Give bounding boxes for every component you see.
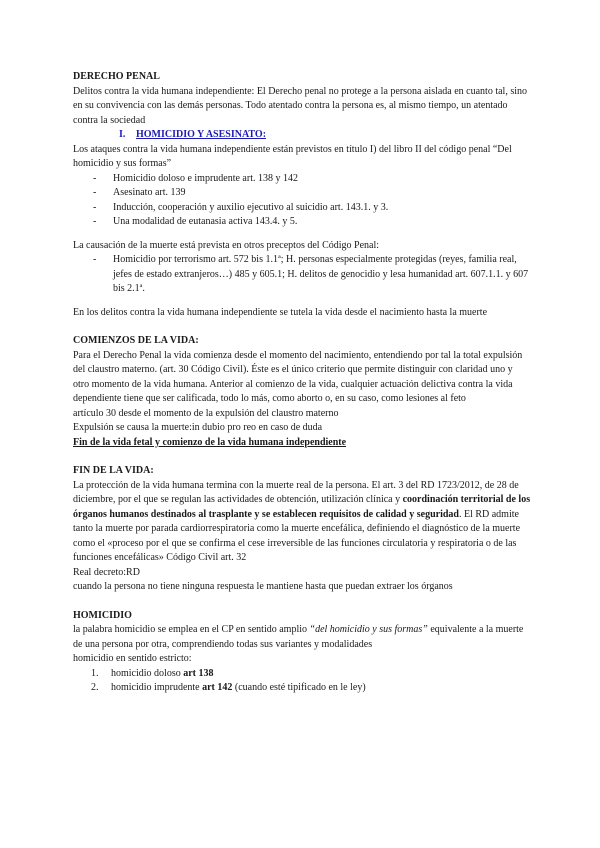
text-run: (cuando esté tipificado en le ley) [232, 682, 366, 693]
text-run: homicidio imprudente [111, 682, 203, 693]
line-respuesta: cuando la persona no tiene ninguna respuesta le mantiene hasta que puedan extraer los órganos [73, 581, 453, 592]
paragraph-ataques: Los ataques contra la vida humana independiente están previstos en título I) del libro II del código penal “Del homicidio y sus formas” [73, 143, 512, 169]
list-item: - Homicidio doloso e imprudente art. 138 y 142 [73, 172, 531, 187]
list-delitos [73, 172, 531, 230]
text-run: homicidio doloso [111, 667, 184, 679]
list-homicidio-tipos [73, 667, 531, 696]
bold-run: coordinación territorial de los órganos humanos destinados al trasplante y se establecen requisitos de calidad y seguridad [73, 494, 531, 520]
paragraph-tutela: En los delitos contra la vida humana independiente se tutela la vida desde el nacimiento hasta la muerte [73, 306, 488, 318]
text-run: equivalente a la muerte de una persona por otra, comprendiendo todas sus variantes y modalidades [73, 624, 524, 650]
heading-comienzos-vida: COMIENZOS DE LA VIDA: [73, 335, 199, 346]
bold-run: art 142 [202, 682, 233, 693]
list-item: - Inducción, cooperación y auxilio ejecutivo al suicidio art. 143.1. y 3. [73, 201, 531, 216]
paragraph-homicidio [73, 623, 531, 652]
paragraph-causacion: La causación de la muerte está prevista en otros preceptos del Código Penal: [73, 239, 380, 251]
line-expulsion: Expulsión se causa la muerte:in dubio pro reo en caso de duda [73, 422, 323, 433]
paragraph-comienzo: Para el Derecho Penal la vida comienza desde el momento del nacimiento, entendiendo por tal la total expulsión del claustro materno. (art. 30 Código Civil). Éste es el único criterio que permite distinguir con claridad uno y otro momento de la vida humana. Anterior al comienzo de la vida, cualquier actuación delictiva contra la vida dependiente tiene que ser calificada, todo lo más, como aborto o, en su caso, como lesiones al feto [73, 349, 523, 404]
list-item: - Una modalidad de eutanasia activa 143.4. y 5. [73, 215, 531, 230]
text-run: La protección de la vida humana termina con la muerte real de la persona. El art. 3 del RD 1723/2012, de 28 de diciembre, por el que se regulan las actividades de obtención, utilización clínica y [73, 479, 519, 505]
intro-paragraph: Delitos contra la vida humana independiente: El Derecho penal no protege a la persona aislada en cuanto tal, sino en su convivencia con las demás personas. Todo atentado contra la persona es, al mismo tiempo, un atentado contra la sociedad [73, 85, 527, 126]
list-item [73, 667, 531, 682]
line-real-decreto: Real decreto:RD [73, 566, 140, 578]
list-number: 2. [91, 682, 99, 693]
paragraph-fin-vida [73, 479, 531, 566]
subheading-number: I. [119, 129, 126, 140]
line-fin-vida-fetal: Fin de la vida fetal y comienzo de la vida humana independiente [73, 436, 347, 448]
text-run: la palabra homicidio se emplea en el CP en sentido amplio [73, 624, 310, 635]
subheading-homicidio-asesinato [119, 128, 531, 143]
subheading-title: HOMICIDIO Y ASESINATO: [136, 129, 267, 140]
heading-fin-vida: FIN DE LA VIDA: [73, 465, 154, 476]
bold-run: art 138 [183, 667, 214, 679]
heading-homicidio: HOMICIDIO [73, 609, 132, 621]
list-item: - Asesinato art. 139 [73, 186, 531, 201]
line-articulo-30: artículo 30 desde el momento de la expulsión del claustro materno [73, 407, 339, 419]
line-sentido-estricto: homicidio en sentido estricto: [73, 653, 192, 664]
list-item [73, 681, 531, 696]
heading-derecho-penal: DERECHO PENAL [73, 71, 160, 82]
italic-run: “del homicidio y sus formas” [309, 624, 428, 635]
list-number: 1. [91, 667, 99, 679]
list-otros-preceptos [73, 253, 531, 297]
text-run: . El RD admite tanto la muerte por parada cardiorrespiratoria como la muerte encefálica, definiendo el diagnóstico de la muerte como el «proceso por el que se confirma el cese irreversible de las funciones circulatoria y respiratoria o de las funciones encefálicas» Código Civil art. 32 [73, 508, 521, 563]
list-item: - Homicidio por terrorismo art. 572 bis 1.1ª; H. personas especialmente protegidas (reyes, familia real, jefes de estado extranjeros…) 485 y 605.1; H. delitos de genocidio y lesa humanidad art. 607.1.1. y 607 bis 2.1ª. [73, 253, 531, 297]
document-body [73, 70, 531, 696]
